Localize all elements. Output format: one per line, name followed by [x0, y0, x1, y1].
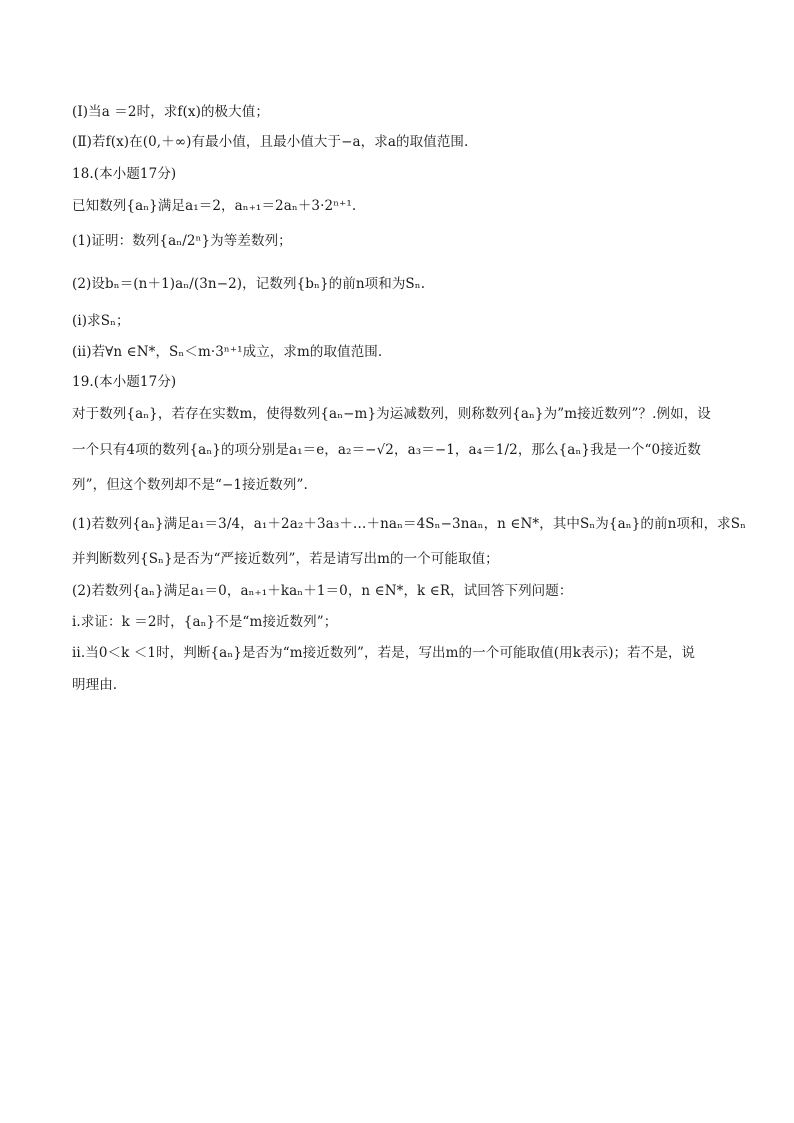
problem-18-part-2-i: (i)求Sₙ；	[72, 313, 130, 329]
problem-19-statement-line-1: 对于数列{aₙ}，若存在实数m，使得数列{aₙ−m}为运减数列，则称数列{aₙ}为”m接近数列”？.例如，设	[72, 406, 711, 422]
problem-19-part-1-line-1: (1)若数列{aₙ}满足a₁＝3/4，a₁＋2a₂＋3a₃＋…＋naₙ＝4Sₙ−3naₙ，n ∈N*，其中Sₙ为{aₙ}的前n项和，求Sₙ	[72, 516, 747, 532]
problem-18-statement: 已知数列{aₙ}满足a₁＝2，aₙ₊₁＝2aₙ＋3·2ⁿ⁺¹.	[72, 198, 357, 214]
problem-19-part-2-ii-line-1: ii.当0＜k ＜1时，判断{aₙ}是否为“m接近数列”，若是，写出m的一个可能取值(用k表示)；若不是，说	[72, 645, 696, 661]
problem-18-part-2: (2)设bₙ＝(n＋1)aₙ/(3n−2)，记数列{bₙ}的前n项和为Sₙ.	[72, 276, 426, 292]
problem-19-statement-line-2: 一个只有4项的数列{aₙ}的项分别是a₁＝e，a₂＝−√2，a₃＝−1，a₄＝1/2，那么{aₙ}我是一个“0接近数	[72, 442, 701, 458]
text-line-part-2: (Ⅱ)若f(x)在(0,＋∞)有最小值，且最小值大于−a，求a的取值范围.	[72, 134, 469, 150]
problem-19-part-2-ii-line-2: 明理由.	[72, 677, 118, 693]
problem-19-heading: 19.(本小题17分)	[72, 374, 177, 390]
problem-18-part-1: (1)证明：数列{aₙ/2ⁿ}为等差数列；	[72, 233, 292, 249]
problem-19-statement-line-3: 列”，但这个数列却不是“−1接近数列”.	[72, 477, 308, 493]
problem-19-part-2-i: i.求证：k ＝2时，{aₙ}不是“m接近数列”；	[72, 614, 338, 630]
text-line-part-1: (Ⅰ)当a ＝2时，求f(x)的极大值；	[72, 104, 269, 120]
problem-19-part-2: (2)若数列{aₙ}满足a₁＝0，aₙ₊₁＋kaₙ＋1＝0，n ∈N*，k ∈R，试回答下列问题：	[72, 583, 573, 599]
problem-18-heading: 18.(本小题17分)	[72, 166, 177, 182]
problem-18-part-2-ii: (ii)若∀n ∈N*，Sₙ＜m·3ⁿ⁺¹成立，求m的取值范围.	[72, 344, 383, 360]
problem-19-part-1-line-2: 并判断数列{Sₙ}是否为“严接近数列”，若是请写出m的一个可能取值；	[72, 551, 499, 567]
